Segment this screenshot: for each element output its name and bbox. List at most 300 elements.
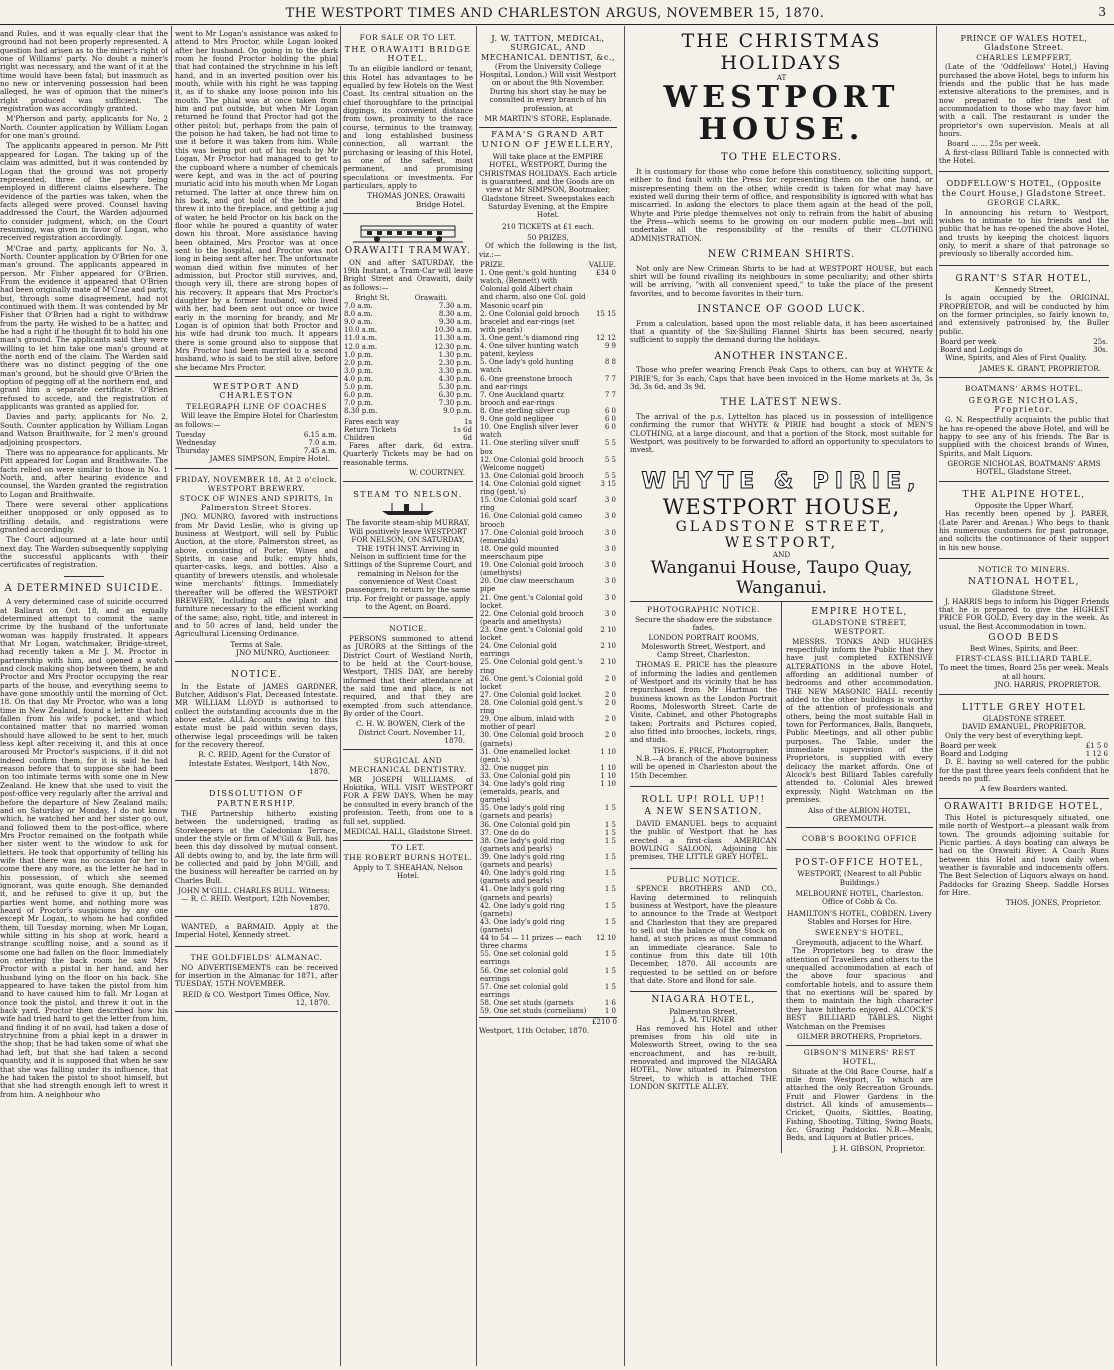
ad-subcolumns: [630, 602, 933, 1153]
article-headline: A DETERMINED SUICIDE.: [4, 582, 164, 594]
timetable-row: [175, 431, 338, 439]
ad-signature: R. C. REID, Agent for the Curator of Intestate Estates. Westport, 14th Nov., 1870.: [188, 750, 330, 777]
timetable-row-cell: 8.30 a.m.: [438, 310, 472, 319]
ad-text: N.B.—A branch of the above business will be opened in Charleston about the 15th December.: [630, 754, 777, 780]
prize-row-cell: 36. One Colonial gold pin: [480, 820, 571, 829]
timetable-row-cell: 6.15 a.m.: [303, 431, 337, 439]
prize-row: [479, 699, 617, 715]
prize-row-cell: 1 5: [604, 804, 616, 813]
prize-row-cell: 41. One lady's gold ring (garnets and pearls): [480, 885, 565, 902]
prize-row: [479, 885, 617, 901]
ad-signature: Apply to T. SHEAHAN, Nelson Hotel.: [353, 862, 463, 880]
prize-row: [479, 423, 617, 439]
timetable-row-cell: 4.30 p.m.: [438, 374, 472, 383]
ad-title: ODDFELLOW'S HOTEL, (Opposite the Court House,) Gladstone Street.: [942, 179, 1106, 198]
advertisement: [939, 698, 1109, 799]
prize-row-cell: 24. One Colonial gold earrings: [480, 642, 557, 659]
timetable-row-cell: 7.30 a.m.: [438, 301, 472, 310]
timetable-row: [343, 310, 473, 318]
ad-signature: JNO MUNRO, Auctioneer.: [236, 647, 330, 657]
timetable-row: [343, 367, 473, 375]
ad-subtitle: Greymouth, adjacent to the Wharf.: [796, 938, 923, 948]
prize-row-cell: 3 0: [604, 528, 616, 537]
prize-row-cell: 15 15: [595, 309, 616, 318]
prize-row-cell: 1 5: [604, 966, 616, 975]
timetable-row-cell: 9.0 p.m.: [443, 407, 472, 416]
advertisement: [479, 30, 617, 128]
timetable-header: Orawaiti.: [414, 293, 448, 302]
prize-row: [479, 748, 617, 764]
ad-subtitle: GLADSTONE STREET.: [982, 713, 1066, 723]
timetable-row: [343, 375, 473, 383]
article-text: A very determined case of suicide occurred at Ballarat on Oct. 18, and an equally determined attempt to commit the same crime by the husband of the unfortunate woman was happily frustrated. It appears that Mr Logan, watchmaker, Bridge-street, had recently taken a Mr J. M. Proctor in partnership with him, and opened a watch and clock making shop between them, he and Proctor and Mrs Proctor occupying the rear parts of the house, and everything seems to have gone smoothly until the morning of Oct. 18. On that day Mr Proctor, who was a long time in New Zealand, found a letter that had fallen from his wife's pocket, and which contained matter that no married woman should have allowed to be sent to her, much less kept after receiving it, and this at once aroused Mr Proctor's suspicions, if it did not indeed confirm them, for it is said he had reason before that to suppose she had been on too intimate terms with some one in New Zealand. He knew that she used to visit the post-office very regularly after the arrival and before the departure of New Zealand mails; and on Saturday or Monday, I do not know which, he watched her and her sister go out, and followed them to the post-office, where Mrs Proctor remained on the footpath while her sister went to the window to ask for letters. He took that opportunity of telling his wife that there was no occasion for her to come there any more, as the letter he had in his possession, of which she seemed ignorant, was quite enough. She demanded it, and he refused to give it up, but the parties went home, and nothing more was heard of Proctor's suspicions by any one except Mr Logan, to whom he had confided them, till Tuesday morning, when Mr Logan, while sitting in his shop at work, heard a strange scuffling noise, and a sound as if some one had fallen on the floor. Immediately on entering the back room he saw Mrs Proctor with a pistol in her hand, and her husband lying on the floor on his back. She appeared to have taken the pistol from him and to have caused him to fall. Mr Logan at once took the pistol, and threw it out in the back yard. Proctor then described how his wife had tried hard to get the letter from him, and finding it of no avail, had taken a dose of strychnine from a phial kept in a drawer in the shop; that he had taken some of what she had left, but that she had taken a second quantity, and it is supposed that when he saw that she was falling under its influence, that he had taken the pistol to shoot himself, but that she had strength enough left to wrest it from him. A neighbour who: [0, 597, 168, 1099]
prize-row-cell: 1 5: [604, 917, 616, 926]
ad-signature: MR MARTIN'S STORE, Esplanade.: [484, 113, 612, 123]
prize-row-cell: 13. One Colonial gold brooch: [480, 471, 584, 480]
ad-title: WESTPORT BREWERY.: [207, 484, 306, 494]
ad-title: A NEW SENSATION.: [644, 807, 763, 818]
prize-row: [479, 594, 617, 610]
ad-text: Fares after dark, 6d extra. Quarterly Tickets may be had on reasonable terms.: [343, 440, 473, 467]
ad-subtitle: Opposite the Upper Wharf,: [974, 501, 1074, 511]
section-headline: ANOTHER INSTANCE.: [714, 350, 849, 362]
prize-row-cell: 1. One gent.'s gold hunting watch, (Bennett) with Colonial gold Albert chain and charm, also one Col. gold Masonic scarf pin: [480, 269, 586, 310]
ad-signature: GILMER BROTHERS, Proprietors.: [796, 1031, 922, 1041]
rate-row-cell: Board and Lodgings do: [940, 346, 1023, 355]
timetable-row-cell: 7.45 a.m.: [303, 447, 337, 456]
prize-row-cell: 3 15: [600, 480, 616, 488]
column-divider: [476, 26, 477, 1366]
prize-row: [479, 983, 617, 999]
fare-table: [343, 418, 473, 442]
ad-text: Will take place at the EMPIRE HOTEL, WESTPORT, During the CHRISTMAS HOLIDAYS. Each article is guaranteed, and the Goods are on view at Mr SIMPSON, Bootmaker, Gladstone Street. Sweepstakes each Saturday Evening, at the Empire Hotel.: [479, 151, 617, 220]
timetable-row-cell: 3.0 p.m.: [344, 366, 373, 375]
article-text: and Rules, and it was equally clear that the ground had not been properly represented. A question had arisen as to the miner's right of one of Williams' party. No doubt a miner's right was necessary, and the want of it at the time would have been fatal; but inasmuch as no new or intervening possession had been alleged, he was of opinion that the miner's right produced was sufficient. The registration was accordingly granted.: [0, 30, 168, 114]
ad-text: A few Boarders wanted.: [980, 784, 1068, 794]
column-3: [343, 30, 473, 1364]
advertisement: [939, 30, 1109, 172]
timetable-row-cell: 2.0 p.m.: [344, 358, 373, 367]
prize-row: [479, 967, 617, 983]
fare-row: [343, 426, 473, 434]
timetable-row-cell: 10.0 a.m.: [344, 326, 378, 335]
prize-row: [479, 496, 617, 512]
prize-row-cell: 1 5: [604, 901, 616, 910]
prize-row-cell: 55. One set colonial gold earrings: [480, 950, 569, 967]
ad-text: To meet the times, Board 25s per week. Meals at all hours.: [939, 663, 1109, 681]
timetable-row: [343, 359, 473, 367]
timetable-row-cell: 1.0 p.m.: [344, 350, 373, 359]
ad-title: THE ALPINE HOTEL,: [962, 489, 1086, 500]
prize-header: PRIZE.: [480, 261, 505, 270]
prize-row-cell: 1 5: [604, 820, 616, 829]
headline-christmas: THE CHRISTMAS HOLIDAYS: [681, 30, 882, 74]
prize-row-cell: 23. One gent.'s Colonial gold locket: [480, 625, 583, 643]
prize-row-cell: 11. One sterling silver snuff box: [480, 439, 579, 456]
prize-row: [479, 658, 617, 674]
article-text: M'Pherson and party, applicants for No. 2 North. Counter application by William Logan for one man's ground.: [0, 114, 168, 141]
advertisement: [175, 665, 338, 781]
article-text: M'Crae and party, applicants for No. 3, North. Counter application by O'Brien for one man's ground. The applicants appeared in person. Mr Fisher appeared for O'Brien. From the evidence it appeared that O'Brien had been originally mate of M'Crae and party, but, through some disagreement, had not continued with them. It was contended by Mr Fisher that O'Brien had a right to withdraw from the party. He wished to be a hatter, and he had a right if he thought fit to hold his one man's ground. The applicants said they were willing to let him take one man's ground at the north end of the claim. The Warden said there was no distinct pegging of the one man's ground, but he should give O'Brien the option of pegging off at the northern end, and grant him a separate certificate. O'Brien refused to accede, and the registration of applicants was granted as applied for.: [0, 243, 168, 412]
ad-tickets: 210 TICKETS at £1 each.: [501, 221, 595, 231]
section-headline: NEW CRIMEAN SHIRTS.: [707, 249, 856, 261]
ad-title: GRANT'S STAR HOTEL,: [955, 273, 1093, 284]
timetable-row: [343, 383, 473, 391]
prize-row: [479, 545, 617, 561]
fare-row: [343, 418, 473, 426]
ad-title: DISSOLUTION OF PARTNERSHIP.: [209, 789, 304, 808]
prize-row: [479, 821, 617, 829]
fare-row-cell: 1s: [463, 417, 472, 426]
prize-row-cell: 7 7: [604, 374, 616, 383]
prize-row-cell: 32. One nugget pin: [480, 763, 549, 772]
prize-row-cell: 2 0: [604, 715, 616, 724]
advertisement: [786, 1049, 933, 1153]
ad-signature: W. COURTNEY.: [409, 467, 465, 477]
prize-row-cell: 3 0: [604, 593, 616, 602]
timetable-row-cell: 4.0 p.m.: [344, 374, 373, 383]
ad-text: A first-class Billiard Table is connected with the Hotel.: [939, 147, 1109, 165]
prize-row-cell: 14. One Colonial gold signet ring (gent.'s): [480, 480, 581, 497]
advertisement: [630, 790, 777, 869]
prize-row-cell: 29. One album, inlaid with mother of pearl: [480, 715, 575, 732]
advertisement: [630, 872, 777, 993]
ad-prizes: 50 PRIZES,: [527, 233, 569, 243]
ad-text: Secure the shadow ere the substance fades.: [635, 614, 772, 632]
ad-subtitle: GLADSTONE STREET, WESTPORT.: [812, 618, 907, 636]
ad-text: Wine, Spirits, and Ales of First Quality.: [945, 353, 1087, 363]
rate-row: [939, 742, 1109, 750]
advertisement: [786, 853, 933, 1046]
prize-row-cell: 57. One set colonial gold earrings: [480, 982, 569, 999]
advertisement: [939, 381, 1109, 482]
ad-title: FIRST-CLASS BILLIARD TABLE.: [955, 653, 1093, 663]
prize-row: [479, 934, 617, 950]
rate-row-cell: 1 12 6: [1085, 750, 1108, 759]
prize-row-cell: 30. One Colonial gold brooch (garnets): [480, 731, 584, 748]
prize-row: [479, 804, 617, 820]
ad-text: MESSRS. TONKS AND HUGHES respectfully inform the Public that they have just completed EXTENSIVE ALTERATIONS in the above Hotel, affording an additional number of bedrooms and other accommodation. THE NEW MASONIC HALL recently added to the other buildings is worthy of the attention of professionals and others, being the most suitable Hall in town for Performances, Balls, Banquets, Public Meetings, and all other public purposes. The Table, under the immediate supervision of the Proprietors, is supplied with every delicacy the market affords. One of Alcock's best Billiard Tables carefully attended to. Colonial Ales brewed expressly. Night Watchman on the premises.: [786, 636, 933, 805]
prize-row: [479, 610, 617, 626]
ad-text: JNO. MUNRO, favored with instructions from Mr David Leslie, who is giving up business at Westport, will sell by Public Auction, at the store, Palmerston street, as above, consisting of Porter, Wines and Spirits, in case and bulk; empty hhds, quarter-casks, kegs, and bottles. Also a quantity of brewers utensils, and wholesale wine merchants' fittings. Immediately thereafter will be offered the WESTPORT BREWERY, Including all the plant and furniture necessary to the efficient working of the same; also, right, title, and interest in and to 50 acres of land, held under the Agricultural Licensing Ordinance.: [175, 512, 338, 639]
prize-row: [479, 675, 617, 691]
article-text: Davies and party, applicants for No. 2, South. Counter application by William Logan and Watson Braithwaite, for 2 men's ground adjoining prospectors.: [0, 412, 168, 447]
timetable-row-cell: Thursday: [176, 447, 210, 456]
section-headline: THE LATEST NEWS.: [720, 397, 843, 409]
prize-row: [479, 561, 617, 577]
advertisement: [175, 376, 338, 469]
prize-row-cell: 8. One sterling silver cup: [480, 407, 570, 416]
ad-date: FRIDAY, NOVEMBER 18, At 2 o'clock.: [175, 474, 338, 484]
ad-text: Situate at the Old Race Course, half a mile from Westport, To which are attached the only Recreation Grounds. Fruit and Flower Gardens in the district. All kinds of amusements—Cricket, Quoits, Skittles, Boating, Fishing, Shooting, Tilting, Swing Boats, &c. Grazing Paddocks. N.B.—Meals, Beds, and Liquors at Butler prices.: [786, 1066, 933, 1143]
headline-westport-house: WESTPORT HOUSE.: [663, 80, 900, 148]
masthead: THE WESTPORT TIMES AND CHARLESTON ARGUS, NOVEMBER 15, 1870.: [285, 6, 825, 21]
ad-title: STEAM TO NELSON.: [353, 490, 463, 500]
ad-title: NATIONAL HOTEL,: [968, 576, 1080, 587]
ad-title: GOOD BEDS: [988, 633, 1060, 643]
prize-row: [479, 375, 617, 391]
prize-row: [479, 391, 617, 407]
column-divider: [624, 26, 625, 1366]
rate-table: [939, 338, 1109, 354]
prize-row-cell: 27. One Colonial gold locket: [480, 690, 581, 699]
column-2: [175, 30, 338, 1364]
prize-row-cell: 2. One Colonial gold brooch bracelet and ear-rings (set with pearls): [480, 309, 580, 334]
section-text: Those who prefer wearing French Peak Caps to others, can buy at WHYTE & PIRIE'S, for 3s each, Caps that have been invoiced in the Home markets at 3s, 3s 3d, 3s 6d, and 3s 9d.: [630, 365, 933, 391]
ad-name: GEORGE CLARK,: [987, 197, 1061, 207]
ad-title: GIBSON'S MINERS' REST HOTEL,: [803, 1048, 916, 1066]
timetable-row-cell: 7.0 a.m.: [308, 439, 337, 448]
prize-row-cell: 22. One Colonial gold brooch (pearls and amethysts): [480, 609, 584, 626]
masthead-rule: [0, 24, 1114, 25]
coach-timetable: [175, 431, 338, 455]
prize-row: [479, 310, 617, 334]
ad-text: MR JOSEPH WILLIAMS, of Hokitika, WILL VISIT WESTPORT FOR A FEW DAYS, When he may be consulted in every branch of the profession. Teeth, from one to a full set, supplied.: [343, 774, 473, 826]
timetable-row-cell: 8.30 p.m.: [344, 407, 378, 416]
prize-row: [479, 529, 617, 545]
subcolumn-right: [781, 602, 933, 1153]
prize-row-cell: 12. One Colonial gold brooch (Welcome nugget): [480, 455, 584, 472]
advertisement: [343, 217, 473, 482]
section-text: From a calculation, based upon the most reliable data, it has been ascertained that a quantity of the Six-Shilling Flannel Shirts has been secured, nearly sufficient to supply the demand during the holidays.: [630, 318, 933, 345]
prize-row: [479, 269, 617, 310]
prize-row: [479, 950, 617, 966]
prize-row: [479, 764, 617, 772]
prize-row-cell: 3 0: [604, 496, 616, 505]
ad-text: In the Estate of JAMES GARDNER, Butcher, Addison's Flat, Deceased Intestate. MR WILLIAM LLOYD is authorised to collect the outstanding accounts due in the above estate. ALL Accounts owing to this estate must be paid within seven days, otherwise legal proceedings will be taken for the recovery thereof.: [175, 681, 338, 750]
rate-row-cell: Board and Lodging: [940, 750, 1009, 759]
prize-row-cell: 38. One lady's gold ring (garnets and pearls): [480, 836, 565, 853]
ad-title: PHOTOGRAPHIC NOTICE.: [647, 604, 760, 614]
advertisement: [630, 995, 777, 1091]
ad-text: D. E. having so well catered for the public for the past three years feels confident that he needs no puff.: [939, 757, 1109, 783]
prize-row-cell: 2 0: [604, 731, 616, 740]
prize-row-cell: 1 5: [604, 950, 616, 959]
prize-row-cell: 5 5: [604, 471, 616, 480]
prize-row: [479, 715, 617, 731]
timetable-row-cell: 10.30 a.m.: [434, 326, 472, 335]
ad-title: J. W. TATTON, MEDICAL, SURGICAL, AND MECHANICAL DENTIST, &c.,: [481, 34, 615, 62]
ad-subtitle: Kennedy Street,: [994, 285, 1054, 295]
ad-text: Best Wines, Spirits, and Beer.: [969, 644, 1079, 654]
advertisement: [939, 802, 1109, 908]
prize-row-cell: 1 10: [600, 771, 616, 780]
prize-row: [479, 780, 617, 804]
prize-row-cell: 1 10: [600, 747, 616, 756]
column-divider: [936, 26, 937, 1366]
column-1: [0, 30, 168, 1364]
ad-signature: Westport, 11th October, 1870.: [479, 1025, 590, 1035]
ad-title: SURGICAL AND MECHANICAL DENTISTRY.: [349, 756, 467, 775]
ad-title: ROLL UP! ROLL UP!!: [641, 795, 766, 806]
prize-row-cell: 1 5: [604, 836, 616, 845]
firm-address: GLADSTONE STREET, WESTPORT,: [675, 518, 888, 551]
fare-row-cell: 6d: [463, 433, 472, 442]
ad-signature: JOHN M'GILL. CHARLES BULL. Witness:— R. C. REID. Westport, 12th November, 1870.: [178, 886, 330, 912]
advertisement: [175, 784, 338, 917]
ad-subtitle: WESTPORT, (Nearest to all Public Buildings.): [797, 869, 922, 887]
prize-row-cell: 3 0: [604, 512, 616, 521]
prize-row: [479, 512, 617, 528]
advertisement: [343, 844, 473, 880]
timetable-row-cell: Wednesday: [176, 439, 217, 448]
ad-name: DAVID EMANUEL, PROPRIETOR.: [961, 722, 1087, 732]
prize-row: [479, 999, 617, 1007]
timetable-row: [343, 407, 473, 415]
prize-row-cell: 12 10: [595, 934, 616, 943]
prize-total: £210 0: [479, 1017, 617, 1026]
article-text: There was no appearance for applicants. Mr Pitt appeared for Logan and Braithwaite. The facts relied on were similar to those in No. 1 North, and, after hearing evidence and counsel, the Warden granted the registration to Logan and Braithwaite.: [0, 447, 168, 499]
timetable-row: [343, 302, 473, 310]
timetable-row-cell: 11.30 a.m.: [434, 334, 472, 343]
prize-row-cell: 59. One set studs (cornelians): [480, 1007, 587, 1016]
ad-subtitle: STOCK OF WINES AND SPIRITS, In Palmerston Street Stores.: [179, 494, 334, 512]
article-text: There were several other applications either unopposed or only opposed as to trifling details, and registrations were granted accordingly.: [0, 499, 168, 534]
advertisement: [343, 485, 473, 618]
prize-row-cell: £34 0: [595, 269, 616, 278]
prize-row: [479, 837, 617, 853]
advertisement: [343, 753, 473, 841]
prize-row: [479, 731, 617, 747]
prize-row-cell: 37. One do do: [480, 828, 530, 837]
prize-row: [479, 577, 617, 593]
ad-signature: JNO. HARRIS, PROPRIETOR.: [994, 680, 1101, 690]
ad-text: (Late of the 'Oddfellows' Hotel,) Having purchased the above Hotel, begs to inform his friends and the public that he has made extensive alterations to the premises, and is now prepared to offer the best of accommodation to those who may favor him with a call. The restaurant is under the proprietor's own supervision. Meals at all hours.: [939, 62, 1109, 138]
fare-row-cell: Fares each way: [344, 417, 399, 426]
ad-subtitle: TELEGRAPH LINE OF COACHES: [186, 401, 327, 411]
ad-signature: JAMES SIMPSON, Empire Hotel.: [209, 454, 330, 464]
prize-row-cell: 3 0: [604, 544, 616, 553]
prize-row-cell: 1 5: [604, 853, 616, 862]
ad-signature: J. H. GIBSON, Proprietor.: [832, 1143, 925, 1153]
prize-row-cell: 6. One greenstone brooch and ear-rings: [480, 374, 573, 391]
prize-row-cell: 39. One lady's gold ring (garnets and pearls): [480, 853, 565, 870]
ad-text: WANTED, a BARMAID. Apply at the Imperial Hotel, Kennedy street.: [175, 922, 338, 940]
firm-and: AND: [772, 550, 791, 560]
section-headline: INSTANCE OF GOOD LUCK.: [697, 304, 866, 315]
ad-title: FAMA'S GRAND ART UNION OF JEWELLERY,: [481, 130, 615, 151]
prize-row: [479, 480, 617, 496]
prize-row-cell: 3. One gent.'s diamond ring: [480, 334, 579, 343]
prize-row-cell: 6 0: [604, 423, 616, 432]
advertisement: [175, 950, 338, 1012]
prize-row: [479, 918, 617, 934]
article-text: The Court adjourned at a late hour until next day. The Warden subsequently supplying the successful applicants with their certificates of registration.: [0, 535, 168, 570]
prize-row-cell: 15. One Colonial gold scarf ring: [480, 496, 577, 513]
ad-title: EMPIRE HOTEL,: [811, 606, 908, 617]
ad-signature: MEDICAL HALL, Gladstone Street.: [343, 826, 473, 836]
prize-row-cell: 4. One silver hunting watch patent, keyless: [480, 342, 579, 359]
prize-row-cell: 1 5: [604, 885, 616, 894]
firm-branch: Wanganui House, Taupo Quay, Wanganui.: [650, 558, 913, 599]
prize-row-cell: 58. One set studs (garnets: [480, 999, 574, 1007]
prize-row-cell: 44 to 54 — 11 prizes — each three charms: [480, 934, 582, 951]
prize-row-cell: 17. One Colonial gold brooch (emeralds): [480, 528, 584, 545]
column-5: [630, 30, 933, 1364]
prize-row-cell: 7 7: [604, 390, 616, 399]
section-text: The arrival of the p.s. Lyttelton has placed us in possession of intelligence confirming the rumor that WHYTE & PIRIE had bought a stock of MEN'S CLOTHING, at a large discount, and that a portion of the Stock, most suitable for Westport, was positively to be forwarded to afford an opportunity to speculators to invest.: [630, 411, 933, 455]
ad-text: Also of the ALBION HOTEL, GREYMOUTH.: [808, 805, 911, 823]
rate-row-cell: Board per week: [940, 741, 997, 750]
prize-row-cell: 2 10: [600, 642, 616, 651]
prize-row-cell: 1 10: [600, 780, 616, 789]
column-divider: [171, 26, 172, 1366]
ad-signature: C. H. W. BOWEN, Clerk of the District Court. November 11, 1870.: [356, 719, 465, 746]
ad-title: POST-OFFICE HOTEL,: [794, 857, 925, 868]
ad-text: DAVID EMANUEL begs to acquaint the public of Westport that he has erected a first-class AMERICAN BOWLING SALOON, Adjoining his premises, THE LITTLE GREY HOTEL.: [630, 818, 777, 862]
prize-row: [479, 456, 617, 472]
advertisement: [786, 831, 933, 850]
prize-row-cell: 2 10: [600, 658, 616, 667]
prize-row: [479, 626, 617, 642]
ad-title: WESTPORT AND CHARLESTON: [213, 382, 300, 401]
ad-text: Is again occupied by the ORIGINAL PROPRIETOR, and will be conducted by him on the former principles, so fairly known to, and extensively patronised by, the Buller public.: [939, 293, 1109, 336]
ad-terms: Terms at Sale.: [230, 639, 283, 649]
prize-row-cell: 7. One Auckland quartz brooch and ear-rings: [480, 390, 564, 407]
ad-title: THE ROBERT BURNS HOTEL.: [343, 852, 473, 862]
prize-row: [479, 642, 617, 658]
timetable-row-cell: 9.30 a.m.: [438, 318, 472, 327]
section-text: Not only are New Crimean Shirts to be had at WESTPORT HOUSE, but each shirt will be found rivalling its neighbours in some peculiarity; and other shirts will be arriving, "with all convenient speed," to take the place of the present favorites, and to become favorites in their turn.: [630, 263, 933, 298]
divider: [64, 576, 104, 577]
timetable-row-cell: 11.0 a.m.: [344, 334, 378, 343]
headline-at: AT: [776, 73, 787, 82]
prize-row-cell: 16. One Colonial gold cameo brooch: [480, 512, 583, 529]
timetable-row-cell: 7.0 p.m.: [344, 399, 373, 408]
prize-row: [479, 772, 617, 780]
ad-text: G. N. Respectfully acquaints the public that he has re-opened the above Hotel, and will be happy to see any of his friends. The Bar is supplied with the choicest brands of Wines, Spirits, and Malt Liquors.: [939, 415, 1109, 458]
prize-header: VALUE.: [588, 261, 616, 270]
ad-title: LITTLE GREY HOTEL: [961, 702, 1087, 713]
fare-row-cell: Children: [344, 433, 375, 442]
timetable-row-cell: 8.0 a.m.: [344, 310, 373, 319]
prize-row-cell: 1 0: [604, 1007, 616, 1016]
timetable-row-cell: 7.0 a.m.: [344, 301, 373, 310]
rate-row-cell: 25s.: [1093, 338, 1108, 347]
prize-row-cell: 1 10: [600, 763, 616, 772]
timetable-row-cell: 5.0 p.m.: [344, 383, 373, 392]
advertisement: [343, 621, 473, 750]
timetable-row-cell: 1.30 p.m.: [438, 350, 472, 359]
timetable-row-cell: 12.0 a.m.: [344, 342, 378, 351]
timetable-row: [343, 334, 473, 342]
timetable-row-cell: 3.30 p.m.: [438, 366, 472, 375]
tram-timetable: [343, 294, 473, 416]
timetable-row: [343, 318, 473, 326]
section-text: It is customary for those who come before this constituency, soliciting support, either to find fault with the Press for representing them on the one hand, or misrepresenting them on the other, while credit is taken for what may have existed well during their term of office, and responsibility is ignored with what has miscarried. In asking the electors to place them again at the head of the poll, Whyte and Pirie pledge themselves not only to refrain from the habit of abusing the Press—which seems to be growing on our modern public men—but will undertake all the responsibility of the results of their CLOTHING ADMINISTRATION.: [630, 166, 933, 243]
prize-row-cell: 3 0: [604, 577, 616, 586]
prize-row-cell: 6 0: [604, 415, 616, 424]
prize-row: [479, 342, 617, 358]
prize-row-cell: 12 12: [595, 334, 616, 343]
advertisement: [786, 602, 933, 828]
prize-row-cell: 56. One set colonial gold earrings: [480, 966, 569, 983]
ad-title: NOTICE.: [389, 624, 427, 634]
prize-row-cell: 19. One Colonial gold brooch (amethysts): [480, 561, 584, 578]
prize-row-cell: 1 5: [604, 869, 616, 878]
prize-row-cell: 2 0: [604, 674, 616, 683]
timetable-row-cell: 7.30 p.m.: [438, 399, 472, 408]
article-text: went to Mr Logan's assistance was asked to attend to Mrs Proctor, while Logan looked after her husband. On going in to the dark room he found Proctor holding the phial that had contained the strychnine in his left hand, and in an inverted position over his mouth, while with his right he was tapping it, as if to shake any loose poison into his mouth. The phial was at once taken from him and put outside, but when Mr Logan returned he found that Proctor had got the other pistol; but, perhaps from the pain of the poison he had taken, he had not time to use it before it was taken from him. While this was being put out of his reach by Mr Logan, Mr Proctor had managed to get to the cupboard where a number of chemicals were kept, and was in the act of pouring muriatic acid into his mouth when Mr Logan returned. The latter at once threw him on his back, and got hold of the bottle and threw it into the fireplace, and getting a jug of water, he held Proctor on his back on the floor while he poured a quantity of water down his throat. More assistance having been obtained, Mrs Proctor was at once sent to the hospital, and Proctor was not long in being sent after her. The unfortunate woman died within five minutes of her admission, but Proctor still survives, and, though very ill, there are strong hopes of his recovery. It appears that Mrs Proctor's daughter by a former husband, who lived with her, had been sent out once or twice early in the morning for brandy, and Mr Logan is of opinion that both Proctor and his wife had drunk too much. It appears there is some ground also to suppose that Mrs Proctor had been married to a second husband, who is said to be still alive, before she became Mrs Proctor.: [175, 30, 338, 372]
fare-row-cell: 1s 6d: [452, 425, 472, 434]
prize-row: [479, 853, 617, 869]
timetable-row-cell: 5.30 p.m.: [438, 383, 472, 392]
column-6: [939, 30, 1109, 1364]
prize-row-cell: 8 8: [604, 358, 616, 367]
prize-row-cell: 9. One gold negligee: [480, 415, 554, 424]
prize-row-cell: 3 0: [604, 609, 616, 618]
rate-row-cell: £1 5 0: [1085, 741, 1108, 750]
